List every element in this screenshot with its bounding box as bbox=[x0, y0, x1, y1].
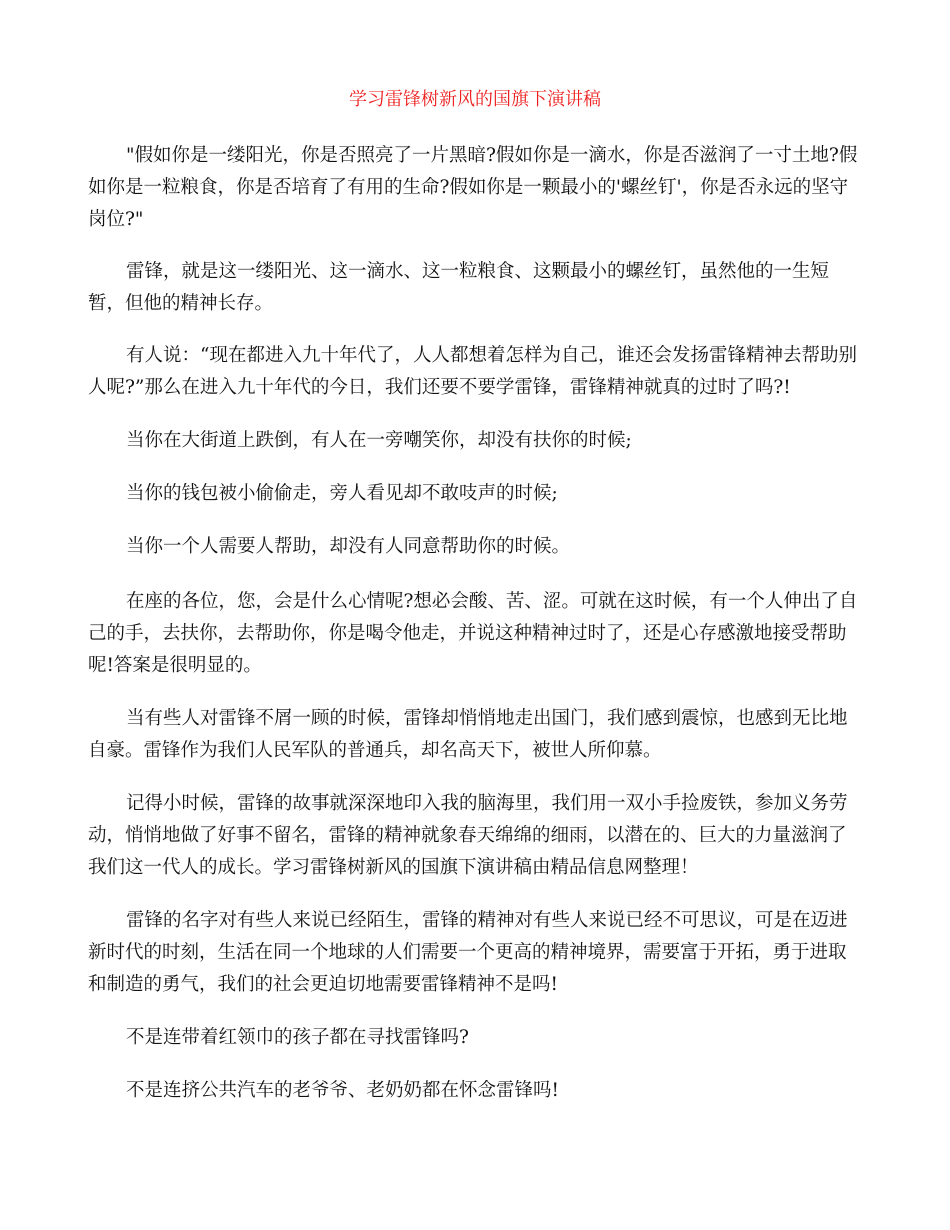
document-title: 学习雷锋树新风的国旗下演讲稿 bbox=[349, 89, 601, 110]
paragraph-1: "假如你是一缕阳光，你是否照亮了一片黑暗?假如你是一滴水，你是否滋润了一寸土地?假如你是一粒粮食，你是否培育了有用的生命?假如你是一颗最小的'螺丝钉'，你是否永远的坚守岗位?" bbox=[88, 145, 858, 230]
paragraph-11: 不是连带着红领巾的孩子都在寻找雷锋吗? bbox=[126, 1027, 469, 1048]
paragraph-3: 有人说：“现在都进入九十年代了，人人都想着怎样为自己，谁还会发扬雷锋精神去帮助别人呢?”那么在进入九十年代的今日，我们还要不要学雷锋，雷锋精神就真的过时了吗?! bbox=[88, 345, 857, 398]
paragraph-12: 不是连挤公共汽车的老爷爷、老奶奶都在怀念雷锋吗! bbox=[126, 1080, 559, 1101]
paragraph-5: 当你的钱包被小偷偷走，旁人看见却不敢吱声的时候; bbox=[126, 483, 558, 504]
paragraph-7: 在座的各位，您，会是什么心情呢?想必会酸、苦、涩。可就在这时候，有一个人伸出了自己的手，去扶你，去帮助你，你是喝令他走，并说这种精神过时了，还是心存感激地接受帮助呢!答案是很明显的。 bbox=[88, 591, 858, 676]
paragraph-2: 雷锋，就是这一缕阳光、这一滴水、这一粒粮食、这颗最小的螺丝钉，虽然他的一生短暂，但他的精神长存。 bbox=[88, 261, 830, 314]
paragraph-10: 雷锋的名字对有些人来说已经陌生，雷锋的精神对有些人来说已经不可思议，可是在迈进新时代的时刻，生活在同一个地球的人们需要一个更高的精神境界，需要富于开拓，勇于进取和制造的勇气，我们的社会更迫切地需要雷锋精神不是吗! bbox=[88, 910, 848, 995]
paragraph-9: 记得小时候，雷锋的故事就深深地印入我的脑海里，我们用一双小手捡废铁，参加义务劳动，悄悄地做了好事不留名，雷锋的精神就象春天绵绵的细雨，以潜在的、巨大的力量滋润了我们这一代人的成长。学习雷锋树新风的国旗下演讲稿由精品信息网整理！ bbox=[88, 793, 848, 878]
paragraph-6: 当你一个人需要人帮助，却没有人同意帮助你的时候。 bbox=[126, 536, 571, 557]
paragraph-4: 当你在大街道上跌倒，有人在一旁嘲笑你，却没有扶你的时候; bbox=[126, 430, 632, 451]
paragraph-8: 当有些人对雷锋不屑一顾的时候，雷锋却悄悄地走出国门，我们感到震惊，也感到无比地自豪。雷锋作为我们人民军队的普通兵，却名高天下，被世人所仰慕。 bbox=[88, 708, 848, 761]
